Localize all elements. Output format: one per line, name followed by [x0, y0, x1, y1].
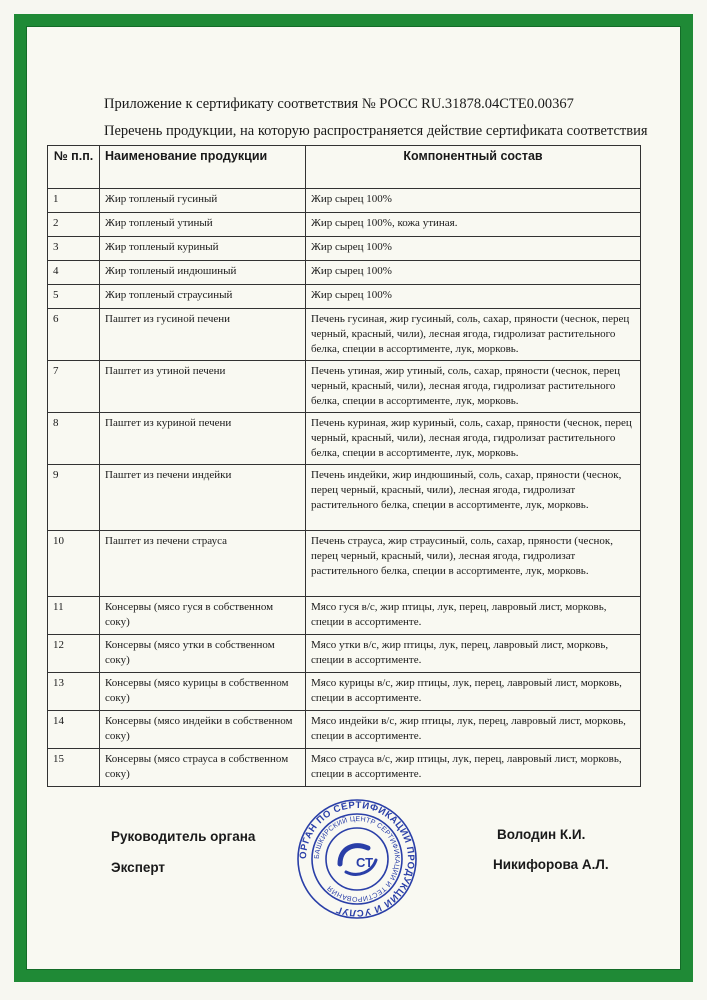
certification-seal	[296, 798, 418, 920]
certificate-appendix-title: Приложение к сертификату соответствия № РОСС RU.31878.04СТЕ0.00367	[104, 96, 574, 112]
product-composition: Жир сырец 100%	[306, 285, 641, 309]
table-row	[48, 261, 641, 285]
table-row	[48, 597, 641, 635]
product-name: Консервы (мясо курицы в собственном соку)	[100, 673, 306, 711]
product-name: Жир топленый куриный	[100, 237, 306, 261]
product-name: Паштет из гусиной печени	[100, 309, 306, 361]
row-number: 4	[48, 261, 100, 285]
product-composition: Жир сырец 100%	[306, 261, 641, 285]
product-name: Жир топленый индюшиный	[100, 261, 306, 285]
product-name: Паштет из куриной печени	[100, 413, 306, 465]
row-number: 12	[48, 635, 100, 673]
product-name: Консервы (мясо страуса в собственном соку)	[100, 749, 306, 787]
row-number: 11	[48, 597, 100, 635]
product-name: Паштет из печени страуса	[100, 531, 306, 597]
head-of-body-label: Руководитель органа	[111, 829, 256, 844]
table-row	[48, 635, 641, 673]
table-row	[48, 361, 641, 413]
row-number: 1	[48, 189, 100, 213]
table-row	[48, 309, 641, 361]
product-composition: Жир сырец 100%, кожа утиная.	[306, 213, 641, 237]
seal-inner-text: БАШКИРСКИЙ ЦЕНТР СЕРТИФИКАЦИИ И ТЕСТИРОВАНИЯ	[313, 815, 401, 903]
product-name: Консервы (мясо индейки в собственном соку)	[100, 711, 306, 749]
table-row	[48, 465, 641, 531]
product-composition: Печень гусиная, жир гусиный, соль, сахар, пряности (чеснок, перец черный, красный, чили), лесная ягода, гидролизат растительного белка, специи в ассортименте, лук, морковь.	[306, 309, 641, 361]
product-composition: Печень куриная, жир куриный, соль, сахар, пряности (чеснок, перец черный, красный, чили), лесная ягода, гидролизат растительного белка, специи в ассортименте, лук, морковь.	[306, 413, 641, 465]
table-row	[48, 213, 641, 237]
row-number: 3	[48, 237, 100, 261]
row-number: 15	[48, 749, 100, 787]
table-header-row	[48, 146, 641, 189]
seal-outer-text: ОРГАН ПО СЕРТИФИКАЦИИ ПРОДУКЦИИ И УСЛУГ	[297, 799, 417, 919]
row-number: 7	[48, 361, 100, 413]
row-number: 10	[48, 531, 100, 597]
product-composition: Мясо страуса в/с, жир птицы, лук, перец, лавровый лист, морковь, специи в ассортименте.	[306, 749, 641, 787]
row-number: 2	[48, 213, 100, 237]
table-row	[48, 531, 641, 597]
product-composition: Мясо гуся в/с, жир птицы, лук, перец, лавровый лист, морковь, специи в ассортименте.	[306, 597, 641, 635]
expert-name: Никифорова А.Л.	[493, 857, 609, 872]
table-row	[48, 673, 641, 711]
product-list-title: Перечень продукции, на которую распространяется действие сертификата соответствия	[104, 123, 648, 139]
product-table	[47, 145, 641, 787]
row-number: 9	[48, 465, 100, 531]
row-number: 14	[48, 711, 100, 749]
row-number: 6	[48, 309, 100, 361]
product-name: Консервы (мясо гуся в собственном соку)	[100, 597, 306, 635]
table-row	[48, 285, 641, 309]
row-number: 13	[48, 673, 100, 711]
product-composition: Мясо утки в/с, жир птицы, лук, перец, лавровый лист, морковь, специи в ассортименте.	[306, 635, 641, 673]
svg-text:СТ: СТ	[356, 855, 374, 870]
product-composition: Печень страуса, жир страусиный, соль, сахар, пряности (чеснок, перец черный, красный, чили), лесная ягода, гидролизат растительного белка, специи в ассортименте, лук, морковь.	[306, 531, 641, 597]
product-composition: Мясо индейки в/с, жир птицы, лук, перец, лавровый лист, морковь, специи в ассортименте.	[306, 711, 641, 749]
header-product-name: Наименование продукции	[100, 146, 306, 189]
table-row	[48, 749, 641, 787]
head-of-body-name: Володин К.И.	[497, 827, 586, 842]
product-composition: Печень утиная, жир утиный, соль, сахар, пряности (чеснок, перец черный, красный, чили), лесная ягода, гидролизат растительного белка, специи в ассортименте, лук, морковь.	[306, 361, 641, 413]
product-composition: Мясо курицы в/с, жир птицы, лук, перец, лавровый лист, морковь, специи в ассортименте.	[306, 673, 641, 711]
table-row	[48, 711, 641, 749]
row-number: 5	[48, 285, 100, 309]
expert-label: Эксперт	[111, 860, 166, 875]
rst-logo-icon	[340, 846, 376, 875]
table-row	[48, 237, 641, 261]
table-row	[48, 189, 641, 213]
header-composition: Компонентный состав	[306, 146, 641, 189]
product-name: Паштет из утиной печени	[100, 361, 306, 413]
product-name: Консервы (мясо утки в собственном соку)	[100, 635, 306, 673]
product-name: Паштет из печени индейки	[100, 465, 306, 531]
product-composition: Жир сырец 100%	[306, 189, 641, 213]
product-composition: Печень индейки, жир индюшиный, соль, сахар, пряности (чеснок, перец черный, красный, чили), лесная ягода, гидролизат растительного белка, специи в ассортименте, лук, морковь.	[306, 465, 641, 531]
header-number: № п.п.	[48, 146, 100, 189]
product-name: Жир топленый страусиный	[100, 285, 306, 309]
row-number: 8	[48, 413, 100, 465]
product-name: Жир топленый утиный	[100, 213, 306, 237]
product-composition: Жир сырец 100%	[306, 237, 641, 261]
product-name: Жир топленый гусиный	[100, 189, 306, 213]
table-row	[48, 413, 641, 465]
table-body	[48, 189, 641, 787]
